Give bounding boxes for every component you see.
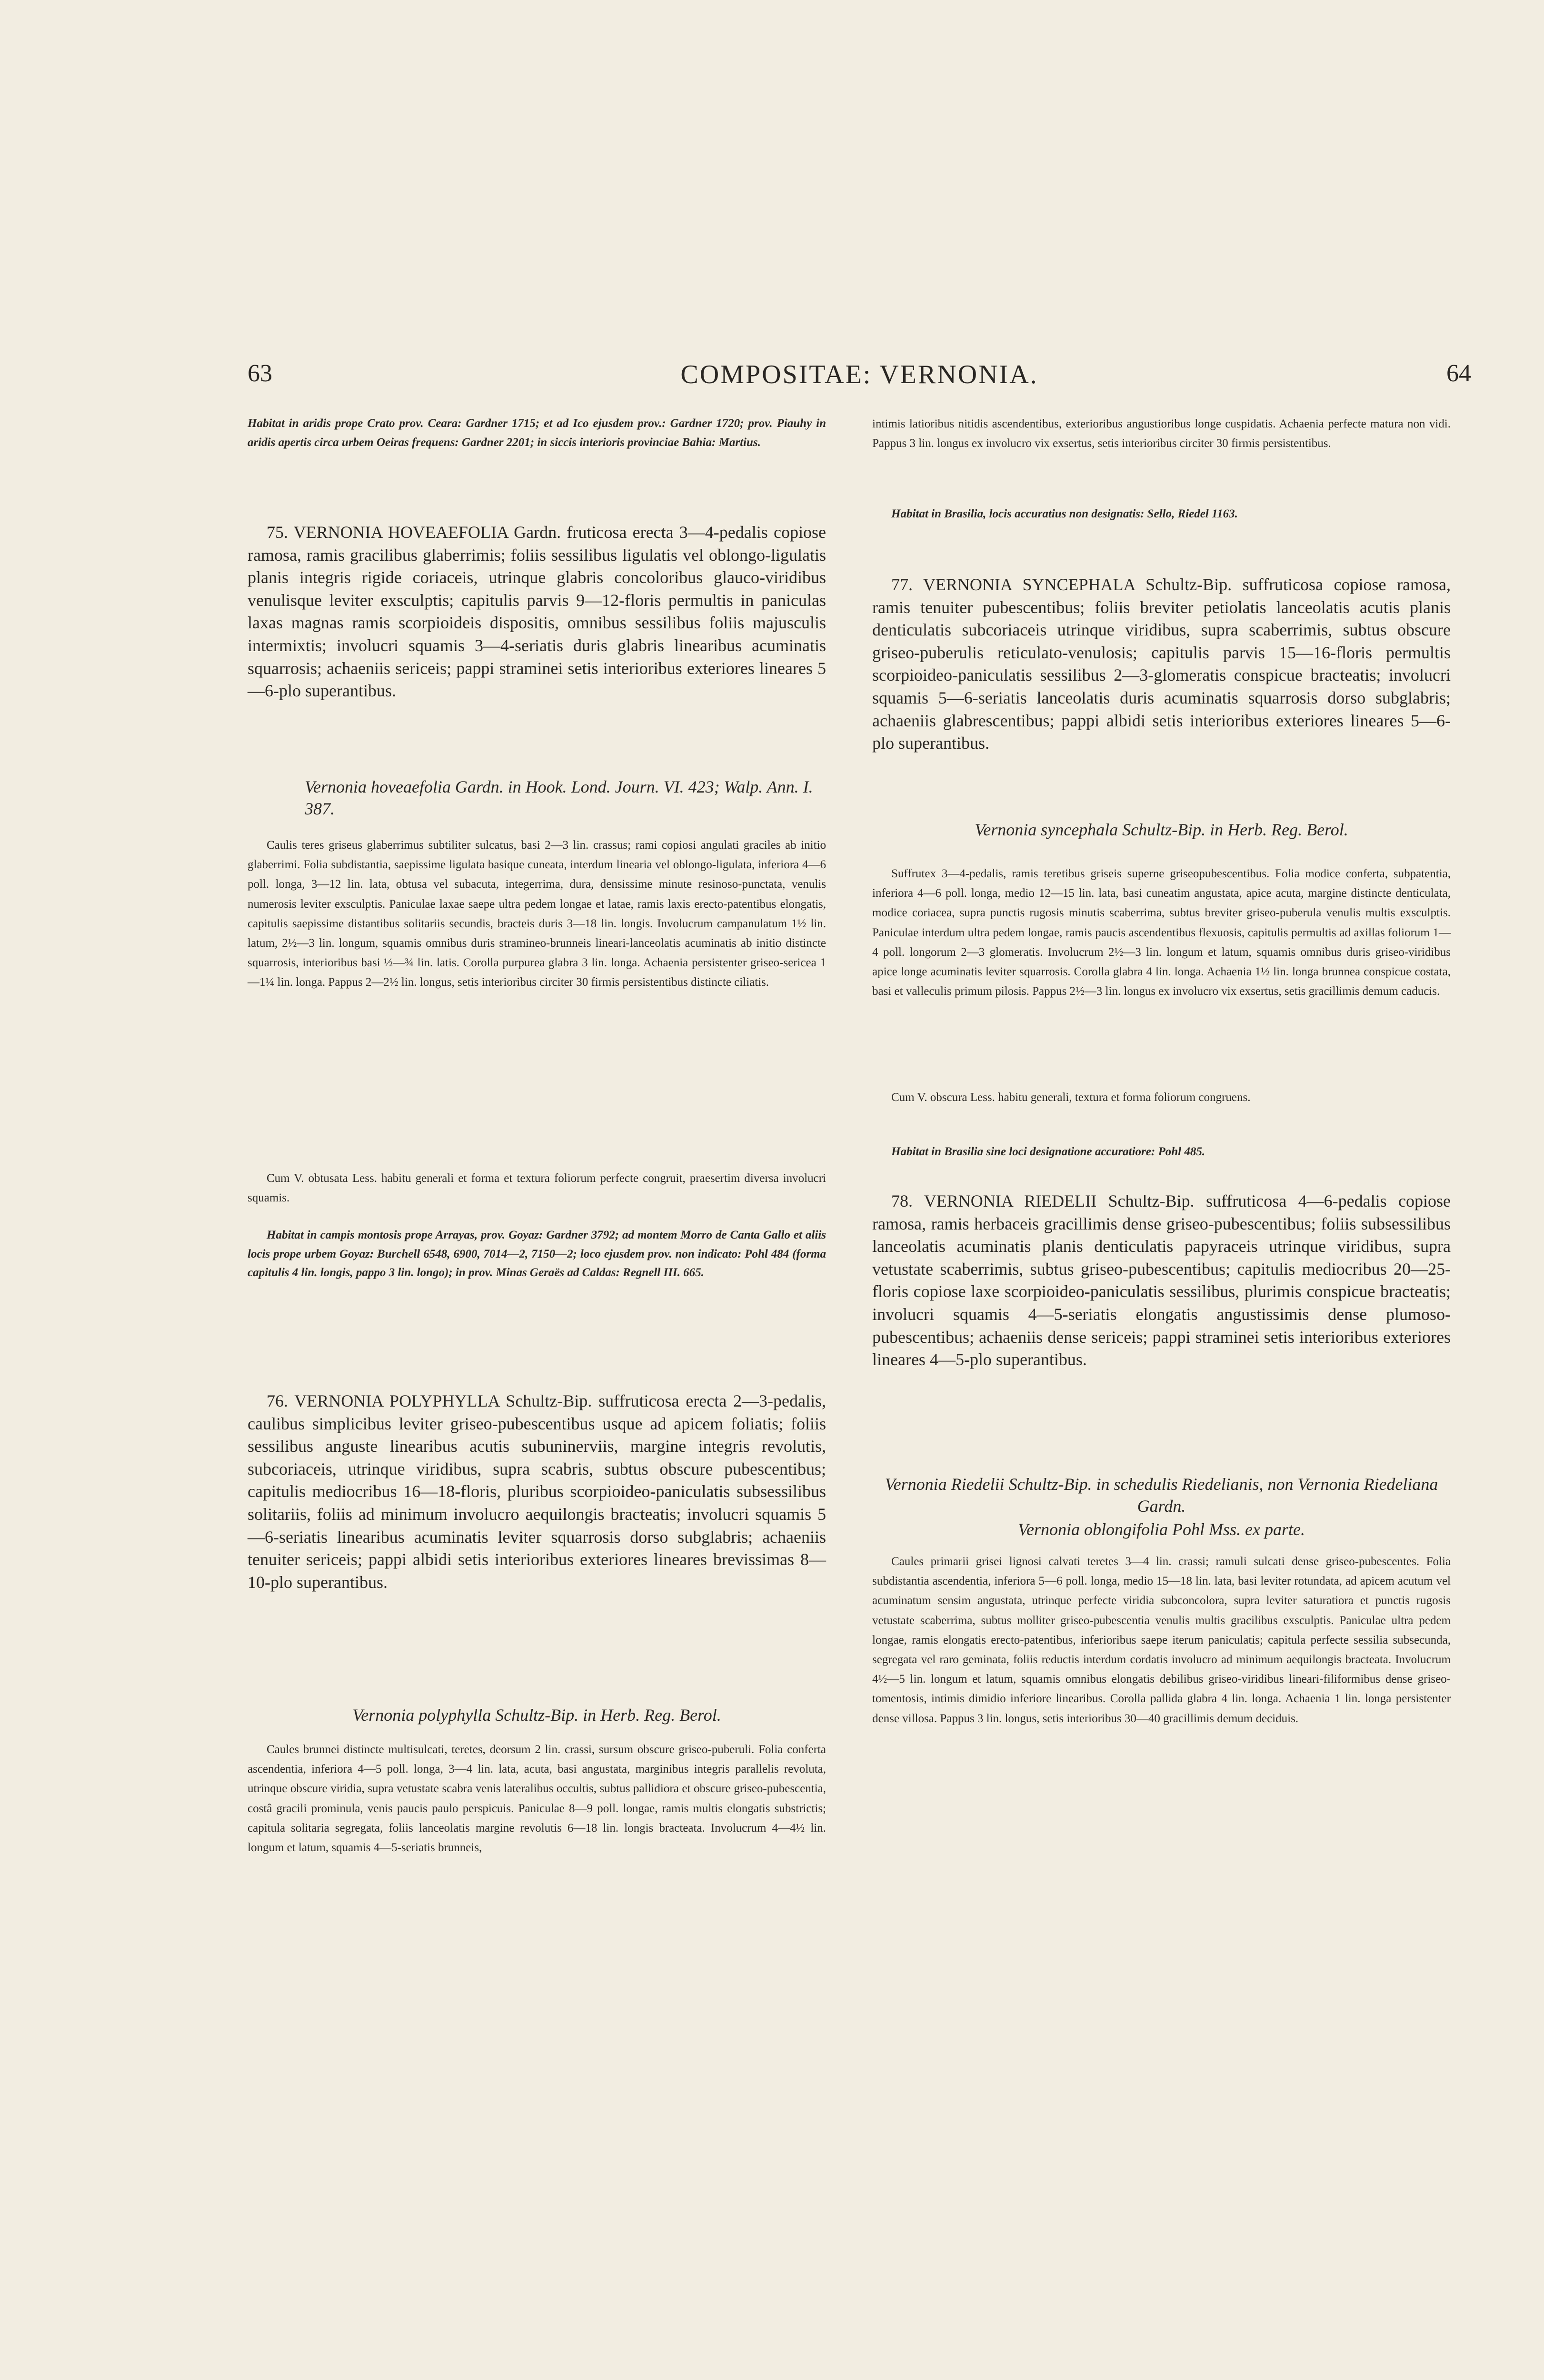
left-page-number: 63 [248,360,272,387]
comparison-note-75: Cum V. obtusata Less. habitu generali et forma et textura foliorum perfecte congruit, praesertim diversa involucri squamis. [248,1172,826,1205]
detailed-description-76: Caules brunnei distincte multisulcati, teretes, deorsum 2 lin. crassi, sursum obscure griseo-puberuli. Folia conferta ascendentia, inferiora 4—5 poll. longa, 3—4 lin. lata, acuta, basi angustata, marginibus integris parallelis revoluta, utrinque obscure viridia, supra vetustate scabra venis lateralibus occultis, subtus pallidiora et obscure griseo-pubescentia, costâ gracili prominula, venis paucis paulo perspicuis. Paniculae 8—9 poll. longae, ramis multis elongatis substrictis; capitula solitaria segregata, foliis lanceolatis margine revolutis 6—18 lin. longis bracteata. Involucrum 4—4½ lin. longum et latum, squamis 4—5-seriatis brunneis, [248,1743,826,1854]
synonym-77: Vernonia syncephala Schultz-Bip. in Herb. Reg. Berol. [975,820,1348,839]
synonym-78b: Vernonia oblongifolia Pohl Mss. ex parte. [1018,1520,1305,1539]
detailed-description-77: Suffrutex 3—4-pedalis, ramis teretibus griseis superne griseopubescentibus. Folia modice conferta, subpatentia, inferiora 4—6 poll. longa, medio 12—15 lin. lata, basi cuneatim angustata, apice acuta, margine distincte denticulata, modice coriacea, supra punctis rugosis minutis scaberrima, subtus breviter griseo-puberula venulis multis exsculptis. Paniculae interdum ultra pedem longae, ramis paucis ascendentibus flexuosis, capitulis permultis ad axillas foliorum 1—4 poll. longorum 2—3 glomeratis. Involucrum 2½—3 lin. longum et latum, squamis omnibus duris griseo-viridibus apice longe acuminatis leviter squarrosis. Corolla glabra 4 lin. longa. Achaenia 1½ lin. longa brunnea conspicue costata, basi et valleculis primum pilosis. Pappus 2½—3 lin. longus ex involucro vix exsertus, setis gracillimis demum caducis. [872,867,1451,998]
right-page-number: 64 [1446,360,1471,387]
synonym-75: Vernonia hoveaefolia Gardn. in Hook. Lond. Journ. VI. 423; Walp. Ann. I. 387. [305,777,813,818]
page-header [248,359,1471,402]
species-description-78: 78. VERNONIA RIEDELII Schultz-Bip. suffruticosa 4—6-pedalis copiose ramosa, ramis herbaceis gracillimis dense griseo-pubescentibus; foliis subsessilibus lanceolatis acuminatis planis denticulatis papyraceis utrinque viridibus, supra vetustate scaberrimis, subtus griseo-pubescentibus; capitulis mediocribus 20—25-floris copiose laxe scorpioideo-paniculatis sessilibus, plurimis conspicue bracteatis; involucri squamis 4—5-seriatis elongatis angustissimis dense plumoso-pubescentibus; achaeniis dense sericeis; pappi straminei setis interioribus exteriores lineares 4—5-plo superantibus. [872,1191,1451,1369]
habitat-paragraph-77: Habitat in Brasilia sine loci designatione accuratiore: Pohl 485. [891,1145,1205,1158]
comparison-note-77: Cum V. obscura Less. habitu generali, textura et forma foliorum congruens. [891,1091,1251,1104]
detailed-description-78: Caules primarii grisei lignosi calvati teretes 3—4 lin. crassi; ramuli sulcati dense griseo-pubescentes. Folia subdistantia ascendentia, inferiora 5—6 poll. longa, medio 15—18 lin. lata, basi leviter rotundata, ad apicem acutum vel acuminatum sensim angustata, utrinque perfecte viridia subconcolora, supra leviter saturatiora et punctis rugosis vetustate scaberrima, subtus molliter griseo-pubescentia venulis multis gracilibus exsculptis. Paniculae ultra pedem longae, ramis elongatis erecto-patentibus, inferioribus saepe iterum paniculatis; capitula perfecte sessilia subsecunda, segregata vel raro geminata, foliis reductis interdum cordatis involucro ad minimum aequilongis bracteata. Involucrum 4½—5 lin. longum et latum, squamis omnibus elongatis debilibus griseo-viridibus lineari-filiformibus dense griseo-tomentosis, intimis dimidio inferiore linearibus. Corolla pallida glabra 4 lin. longa. Achaenia 1 lin. longa persistenter dense villosa. Pappus 3 lin. longus, setis interioribus 30—40 gracillimis demum deciduis. [872,1555,1451,1725]
right-column [872,414,1451,1885]
left-column [248,414,826,1978]
detailed-description-75: Caulis teres griseus glaberrimus subtiliter sulcatus, basi 2—3 lin. crassus; rami copiosi angulati graciles ab initio glaberrimi. Folia subdistantia, saepissime ligulata basique cuneata, interdum linearia vel oblongo-ligulata, inferiora 4—6 poll. longa, 3—12 lin. lata, obtusa vel subacuta, integerrima, dura, densissime minute resinoso-punctata, venulis numerosis leviter exsculptis. Paniculae laxae saepe ultra pedem longae et latae, ramis laxis erecto-patentibus elongatis, capitulis saepissime distantibus solitariis secundis, bracteis duris 3—18 lin. longis. Involucrum campanulatum 1½ lin. latum, 2½—3 lin. longum, squamis omnibus duris stramineo-brunneis lineari-lanceolatis acuminatis ab initio distincte squarrosis, interioribus basi ½—¾ lin. latis. Corolla purpurea glabra 3 lin. longa. Achaenia persistenter griseo-sericea 1—1¼ lin. longa. Pappus 2—2½ lin. longus, setis interioribus circiter 30 firmis persistentibus distincte ciliatis. [248,839,826,989]
synonym-78: Vernonia Riedelii Schultz-Bip. in schedulis Riedelianis, non Vernonia Riedeliana Gardn. [885,1475,1438,1516]
running-title: COMPOSITAE: VERNONIA. [680,360,1038,389]
species-description-76: 76. VERNONIA POLYPHYLLA Schultz-Bip. suffruticosa erecta 2—3-pedalis, caulibus simplicibus leviter griseo-pubescentibus usque ad apicem foliatis; foliis sessilibus anguste linearibus acutis subuninerviis, margine integris revolutis, subcoriaceis, utrinque viridibus, supra scabris, subtus obscure pubescentibus; capitulis mediocribus 16—18-floris, pluribus scorpioideo-paniculatis subsessilibus solitariis, foliis ad minimum involucro aequilongis bracteatis; involucri squamis 5—6-seriatis linearibus acuminatis leviter squarrosis dorso subglabris; achaeniis tenuiter sericeis; pappi albidi setis interioribus exteriores lineares brevissimas 8—10-plo superantibus. [248,1391,826,1592]
synonym-76: Vernonia polyphylla Schultz-Bip. in Herb. Reg. Berol. [352,1706,721,1725]
habitat-paragraph-76: Habitat in Brasilia, locis accuratius non designatis: Sello, Riedel 1163. [891,507,1238,520]
habitat-paragraph-75: Habitat in campis montosis prope Arrayas, prov. Goyaz: Gardner 3792; ad montem Morro de Canta Gallo et aliis locis prope urbem Goyaz: Burchell 6548, 6900, 7014—2, 7150—2; loco ejusdem prov. non indicato: Pohl 484 (forma capitulis 4 lin. longis, pappo 3 lin. longo); in prov. Minas Geraës ad Caldas: Regnell III. 665. [248,1229,826,1279]
species-description-77: 77. VERNONIA SYNCEPHALA Schultz-Bip. suffruticosa copiose ramosa, ramis tenuiter pubescentibus; foliis breviter petiolatis lanceolatis acutis planis denticulatis subcoriaceis utrinque viridibus, supra scaberrimis, subtus obscure griseo-puberulis reticulato-venulosis; capitulis parvis 15—16-floris permultis scorpioideo-paniculatis sessilibus 2—3-glomeratis conspicue bracteatis; involucri squamis 5—6-seriatis lanceolatis duris acuminatis squarrosis dorso subglabris; achaeniis glabrescentibus; pappi albidi setis interioribus exteriores lineares 5—6-plo superantibus. [872,575,1451,753]
habitat-paragraph: Habitat in aridis prope Crato prov. Ceara: Gardner 1715; et ad Ico ejusdem prov.: Gardner 1720; prov. Piauhy in aridis apertis circa urbem Oeiras frequens: Gardner 2201; in siccis interioris provinciae Bahia: Martius. [248,417,826,449]
continued-description-76: intimis latioribus nitidis ascendentibus, exterioribus angustioribus longe cuspidatis. Achaenia perfecte matura non vidi. Pappus 3 lin. longus ex involucro vix exsertus, setis interioribus circiter 30 firmis persistentibus. [872,417,1451,450]
species-description-75: 75. VERNONIA HOVEAEFOLIA Gardn. fruticosa erecta 3—4-pedalis copiose ramosa, ramis gracilibus glaberrimis; foliis sessilibus ligulatis vel oblongo-ligulatis planis integris rigide coriaceis, utrinque glabris concoloribus glauco-viridibus venulisque leviter exsculptis; capitulis parvis 9—12-floris permultis in paniculas laxas magnas ramis scorpioideis dispositis, omnibus sessilibus foliis majusculis intermixtis; involucri squamis 3—4-seriatis duris glabris linearibus acuminatis squarrosis; achaeniis sericeis; pappi straminei setis interioribus exteriores lineares 5—6-plo superantibus. [248,523,826,701]
